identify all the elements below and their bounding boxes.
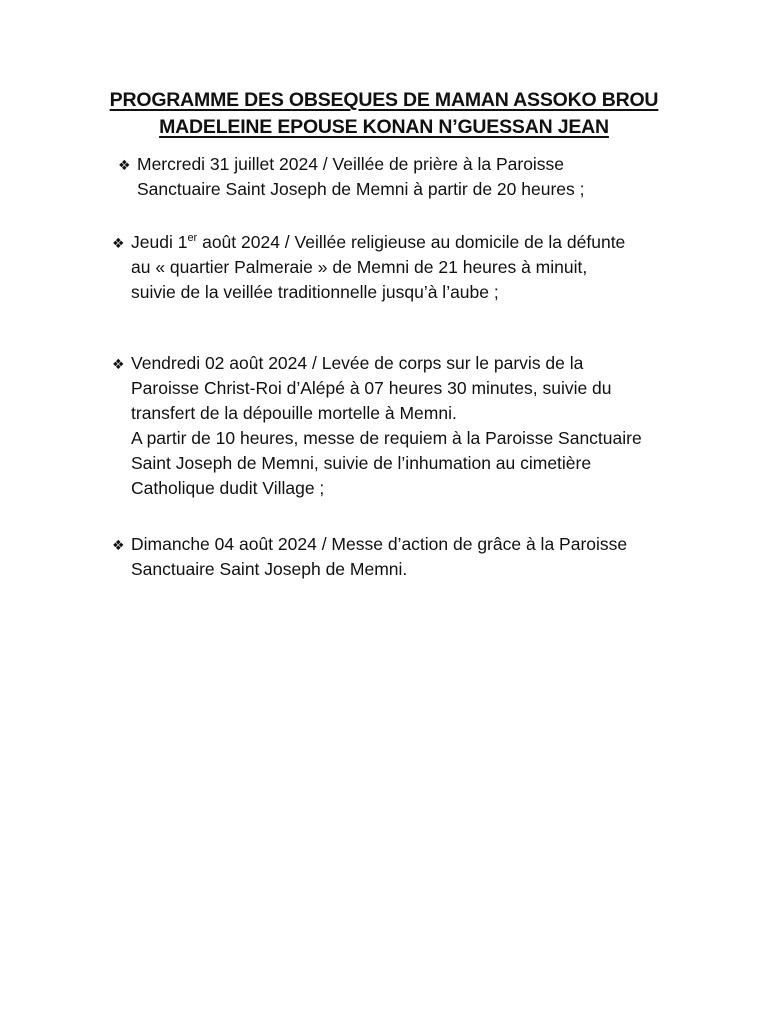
list-item-line: Mercredi 31 juillet 2024 / Veillée de prière à la Paroisse: [137, 154, 565, 174]
list-item-line: Vendredi 02 août 2024 / Levée de corps sur le parvis de la: [131, 353, 584, 373]
list-item: [131, 351, 642, 501]
page-title-line-1: PROGRAMME DES OBSEQUES DE MAMAN ASSOKO BROU: [109, 89, 659, 111]
list-item-line: Sanctuaire Saint Joseph de Memni.: [131, 559, 408, 579]
list-item-line: Dimanche 04 août 2024 / Messe d’action de grâce à la Paroisse: [131, 534, 628, 554]
list-item: [131, 230, 625, 305]
list-item-line: Saint Joseph de Memni, suivie de l’inhumation au cimetière: [131, 453, 592, 473]
superscript: er: [187, 232, 198, 245]
list-item: [131, 532, 627, 582]
diamond-bullet-icon: ❖: [118, 157, 131, 173]
list-item: [137, 152, 584, 202]
list-item-line: Catholique dudit Village ;: [131, 478, 325, 498]
list-item-line: suivie de la veillée traditionnelle jusqu’à l’aube ;: [131, 282, 499, 302]
list-item-line: Paroisse Christ-Roi d’Alépé à 07 heures 30 minutes, suivie du: [131, 378, 612, 398]
list-item-line: A partir de 10 heures, messe de requiem à la Paroisse Sanctuaire: [131, 428, 642, 448]
list-item-line: au « quartier Palmeraie » de Memni de 21 heures à minuit,: [131, 257, 588, 277]
list-item-text: Jeudi 1: [131, 232, 188, 252]
list-item-line: transfert de la dépouille mortelle à Memni.: [131, 403, 457, 423]
diamond-bullet-icon: ❖: [112, 537, 125, 553]
list-item-text: août 2024 / Veillée religieuse au domicile de la défunte: [197, 232, 626, 252]
list-item-line: [131, 230, 625, 255]
page-title-line-2: MADELEINE EPOUSE KONAN N’GUESSAN JEAN: [159, 116, 609, 138]
list-item-line: Sanctuaire Saint Joseph de Memni à partir de 20 heures ;: [137, 179, 585, 199]
diamond-bullet-icon: ❖: [112, 356, 125, 372]
diamond-bullet-icon: ❖: [112, 235, 125, 251]
